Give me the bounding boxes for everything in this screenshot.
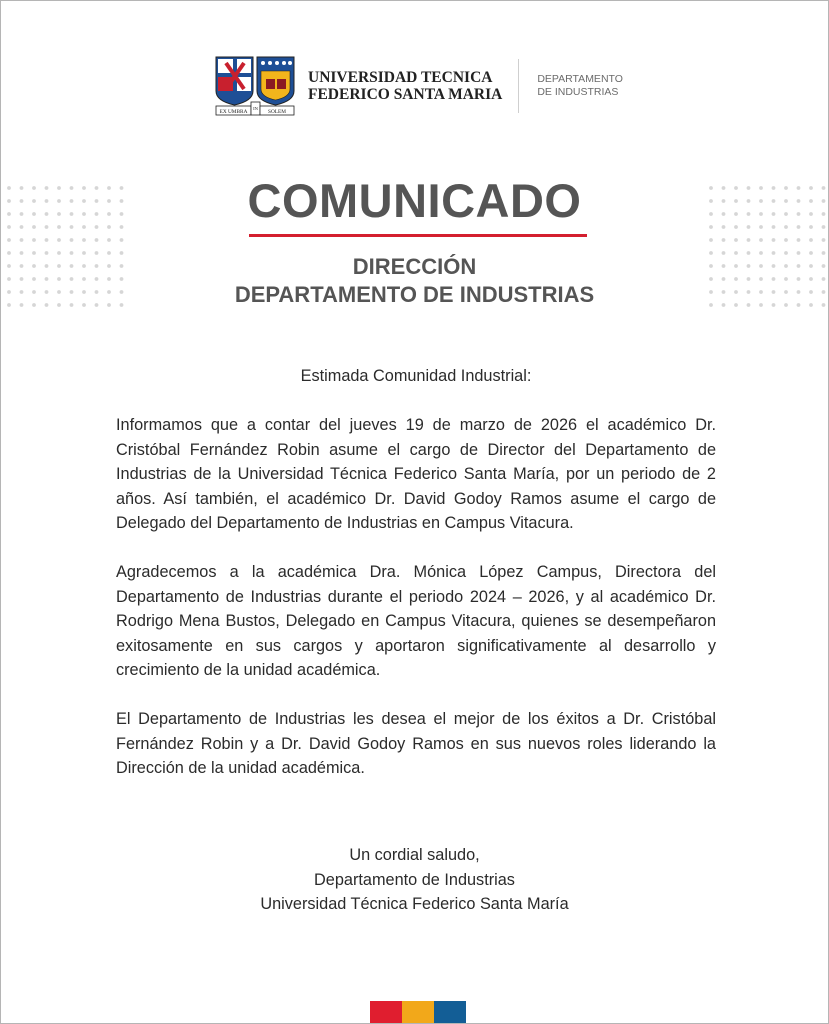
subtitle-line1: DIRECCIÓN [352, 254, 477, 279]
brand-color-bar [370, 1001, 466, 1024]
header [214, 55, 623, 117]
university-name [308, 69, 502, 103]
letter-body [116, 364, 716, 805]
university-crest-logo [214, 55, 296, 117]
crest-motto-right: SOLEM [268, 109, 286, 115]
crest-motto-mid: IN [253, 106, 258, 111]
university-name-line1: UNIVERSIDAD TECNICA [308, 69, 493, 86]
department-line2: DE INDUSTRIAS [537, 86, 619, 98]
crest-motto-left: EX UMBRA [219, 109, 248, 115]
department-line1: DEPARTAMENTO [537, 73, 623, 85]
department-name-small [537, 73, 623, 99]
title-underline [249, 234, 587, 237]
subtitle-line2: DEPARTAMENTO DE INDUSTRIAS [234, 282, 595, 307]
color-block-blue [434, 1001, 466, 1024]
closing-signature [1, 843, 828, 917]
paragraph-2: Agradecemos a la académica Dra. Mónica López Campus, Directora del Departamento de Industrias durante el periodo 2024 – 2026, y al académico Dr. Rodrigo Mena Bustos, Delegado en Campus Vitacura, quienes se desempeñaron exitosamente en sus cargos y aportaron significativamente al desarrollo y crecimiento de la unidad académica. [116, 563, 716, 679]
closing-line1: Un cordial saludo, [349, 846, 480, 864]
closing-line2: Departamento de Industrias [314, 870, 515, 889]
closing-line3: Universidad Técnica Federico Santa María [260, 895, 569, 913]
greeting: Estimada Comunidad Industrial: [300, 367, 532, 385]
header-divider [518, 59, 519, 113]
subtitle [1, 253, 828, 309]
paragraph-3: El Departamento de Industrias les desea el mejor de los éxitos a Dr. Cristóbal Fernández Robin y a Dr. David Godoy Ramos en sus nuevos roles liderando la Dirección de la unidad académica. [116, 710, 716, 777]
color-block-red [370, 1001, 402, 1024]
paragraph-1: Informamos que a contar del jueves 19 de marzo de 2026 el académico Dr. Cristóbal Fernández Robin asume el cargo de Director del Departamento de Industrias de la Universidad Técnica Federico Santa María, por un periodo de 2 años. Así también, el académico Dr. David Godoy Ramos asume el cargo de Delegado del Departamento de Industrias en Campus Vitacura. [116, 416, 716, 532]
page-title: COMUNICADO [247, 174, 582, 227]
university-name-line2: FEDERICO SANTA MARIA [308, 86, 503, 103]
color-block-yellow [402, 1001, 434, 1024]
